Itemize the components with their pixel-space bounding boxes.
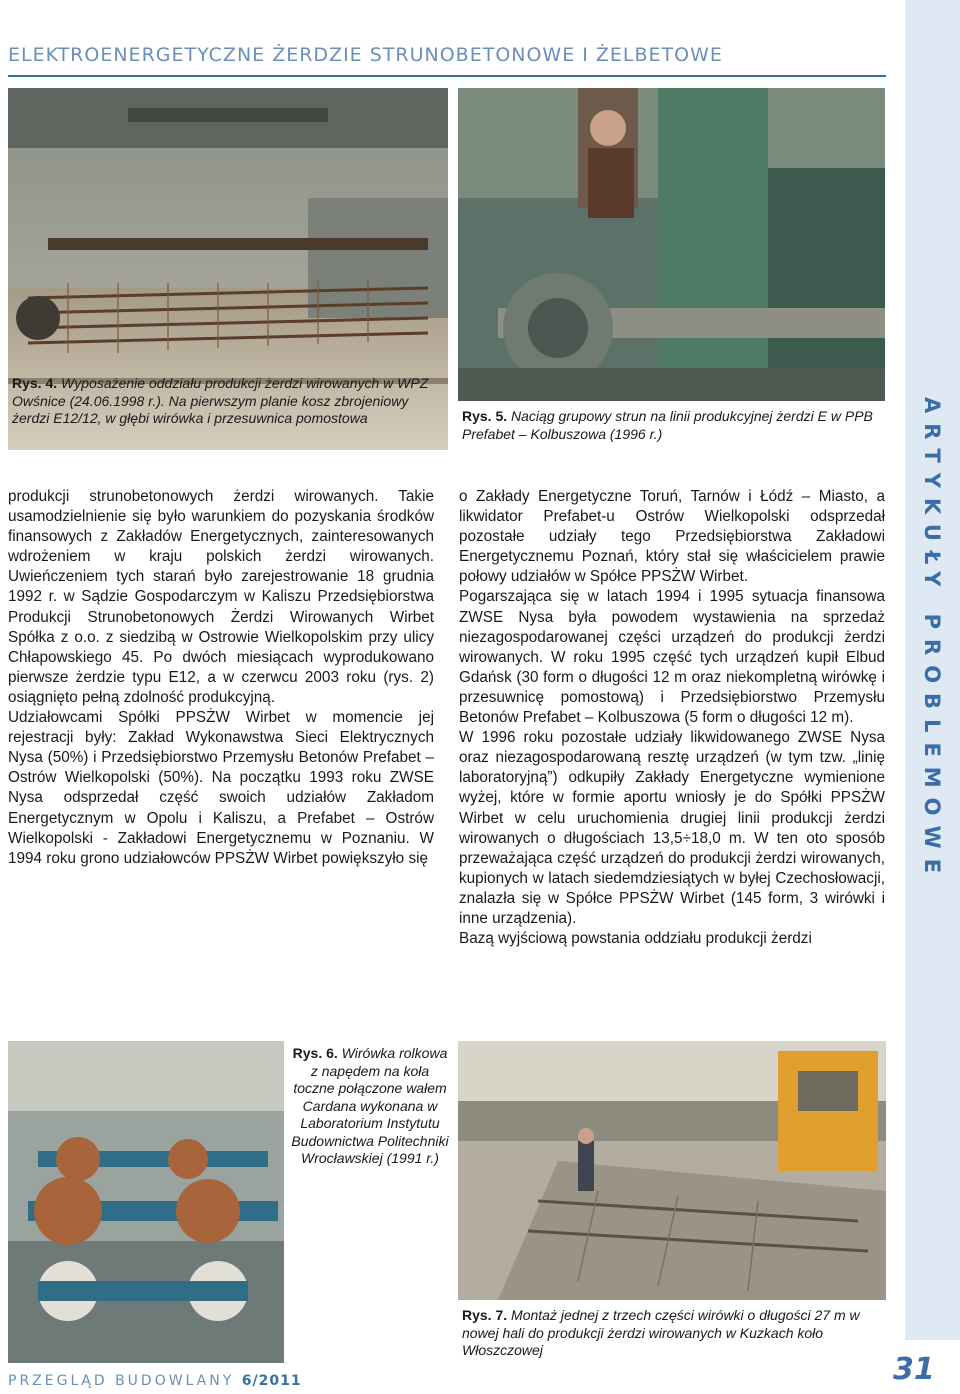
figure-5-photo [458,88,885,401]
figure-6-text: Wirówka rolkowa z napędem na koła toczne połączone wałem Cardana wykonana w Laboratorium Instytutu Budownictwa Politechniki Wrocławskiej (1991 r.) [291,1045,449,1166]
figure-7-caption [462,1307,886,1360]
right-column-text [459,487,885,949]
footer-magazine-title: PRZEGLĄD BUDOWLANY [8,1373,235,1389]
figure-7-text: Montaż jednej z trzech części wirówki o długości 27 m w nowej hali do produkcji żerdzi wirowanych w Kuzkach koło Włoszczowej [462,1307,860,1358]
left-column-text [8,487,434,869]
right-paragraph-2: Pogarszająca się w latach 1994 i 1995 sytuacja finansowa ZWSE Nysa była powodem wystawienia na sprzedaż niezagospodarowanej części urządzeń do produkcji żerdzi wirowanych. W roku 1995 część tych urządzeń kupił Elbud Gdańsk (30 form o długości 12 m oraz niekompletną wirówkę i przesuwnicę pomostową) i Przedsiębiorstwo Przemysłu Betonów Prefabet – Kolbuszowa (5 form o długości 12 m). [459,588,885,727]
footer-magazine-name [8,1373,302,1389]
figure-5-label: Rys. 5. [462,408,508,424]
right-paragraph-1: o Zakłady Energetyczne Toruń, Tarnów i Łódź – Miasto, a likwidator Prefabet-u Ostrów Wielkopolski odsprzedał pozostałe udziały tego Przedsiębiorstwa Zakładowi Energetycznemu Poznań, który stał się właścicielem prawie połowy udziałów w Spółce PPSŻW Wirbet. [459,488,885,586]
figure-6-photo [8,1041,284,1363]
figure-4-text: Wyposażenie oddziału produkcji żerdzi wirowanych w WPZ Owśnice (24.06.1998 r.). Na pierwszym planie kosz zbrojeniowy żerdzi E12/12, w głębi wirówka i przesuwnica pomostowa [12,375,429,426]
header-rule [8,75,886,77]
left-paragraph-2: Udziałowcami Spółki PPSŻW Wirbet w momencie jej rejestracji były: Zakład Wykonawstwa Sieci Elektrycznych Nysa (50%) i Przedsiębiorstwo Przemysłu Betonów Prefabet – Ostrów Wielkopolski (50%). Na początku 1993 roku ZWSE Nysa odsprzedał część swoich udziałów Zakładom Energetycznym w Opolu i Kaliszu, a Prefabet – Ostrów Wielkopolski - Zakładowi Energetycznemu w Poznaniu. W 1994 roku grono udziałowców PPSŻW Wirbet powiększyło się [8,709,434,867]
figure-7-photo [458,1041,886,1300]
figure-4-label: Rys. 4. [12,375,58,391]
page-number: 31 [893,1352,935,1387]
figure-5-caption [462,408,886,443]
figure-6-label: Rys. 6. [292,1045,338,1061]
figure-4-caption [12,375,440,428]
figure-5-text: Naciąg grupowy strun na linii produkcyjnej żerdzi E w PPB Prefabet – Kolbuszowa (1996 r.) [462,408,873,442]
left-paragraph-1: produkcji strunobetonowych żerdzi wirowanych. Takie usamodzielnienie się było warunkiem do pozyskania środków finansowych z Zakładów Energetycznych, zainteresowanych wdrożeniem w kraju polskich żerdzi wirowanych. Uwieńczeniem tych starań było zarejestrowanie 18 grudnia 1992 r. w Sądzie Gospodarczym w Kaliszu Przedsiębiorstwa Produkcji Strunobetonowych Żerdzi Wirowanych Wirbet Spółka z o.o. z siedzibą w Ostrowie Wielkopolskim przy ulicy Chłapowskiego 45. Po dwóch miesiącach wyprodukowano pierwsze żerdzie typu E12, a w czerwcu 2003 roku (rys. 2) osiągnięto pełną zdolność produkcyjną. [8,488,434,706]
figure-7-label: Rys. 7. [462,1307,508,1323]
right-paragraph-3: W 1996 roku pozostałe udziały likwidowanego ZWSE Nysa oraz niezagospodarowaną resztę urządzeń (w tym tzw. „linię laboratoryjną”) odkupiły Zakłady Energetyczne wymienione wyżej, które w formie aportu wniosły je do Spółki PPSŻW Wirbet w celu uruchomienia drugiej linii produkcji żerdzi wirowanych o długościach 13,5÷18,0 m. W ten oto sposób przeważająca część urządzeń do produkcji żerdzi wirowanych, kupionych w latach siedemdziesiątych w byłej Czechosłowacji, znalazła się w Spółce PPSŻW Wirbet (145 form, 3 wirówki i inne urządzenia). [459,729,885,927]
figure-6-caption [290,1045,450,1168]
right-paragraph-4: Bazą wyjściową powstania oddziału produkcji żerdzi [459,930,812,948]
page-header-title: ELEKTROENERGETYCZNE ŻERDZIE STRUNOBETONOWE I ŻELBETOWE [8,44,723,66]
footer-issue: 6/2011 [241,1373,302,1389]
